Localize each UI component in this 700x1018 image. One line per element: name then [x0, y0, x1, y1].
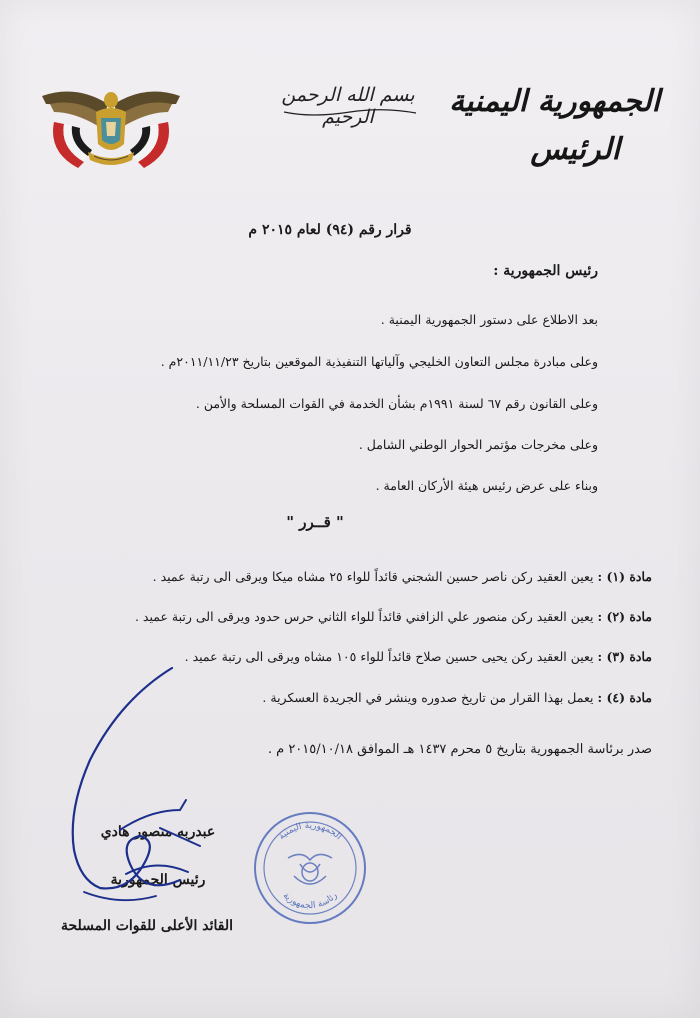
article	[92, 569, 652, 584]
signatory-role: القائد الأعلى للقوات المسلحة	[60, 918, 234, 934]
article-label: مادة (٣) :	[597, 649, 652, 664]
article-text: يعين العقيد ركن ناصر حسين الشجني قائداً للواء ٢٥ مشاه ميكا ويرقى الى رتبة عميد .	[152, 569, 594, 584]
preamble-line: وبناء على عرض رئيس هيئة الأركان العامة .	[375, 478, 598, 493]
article	[92, 649, 652, 664]
article-text: يعين العقيد ركن يحيى حسين صلاح قائداً للواء ١٠٥ مشاه ويرقى الى رتبة عميد .	[184, 649, 594, 664]
issued-line: صدر برئاسة الجمهورية بتاريخ ٥ محرم ١٤٣٧ هـ الموافق ٢٠١٥/١٠/١٨ م .	[267, 742, 652, 757]
yemen-emblem-icon	[38, 82, 184, 174]
preamble-line: وعلى مخرجات مؤتمر الحوار الوطني الشامل .	[358, 437, 598, 452]
preamble-line: وعلى مبادرة مجلس التعاون الخليجي وآلياتها التنفيذية الموقعين بتاريخ ٢٠١١/١١/٢٣م .	[160, 354, 598, 369]
svg-text:الجمهورية اليمنية	[277, 821, 343, 842]
article-label: مادة (٢) :	[597, 609, 652, 624]
seal-text-top: الجمهورية اليمنية	[276, 820, 344, 843]
article-label: مادة (١) :	[597, 569, 652, 584]
basmala: بسم الله الرحمن الرحيم	[281, 84, 415, 128]
addressee: رئيس الجمهورية :	[493, 263, 598, 279]
preamble-line: بعد الاطلاع على دستور الجمهورية اليمنية .	[380, 312, 598, 327]
preamble-line: وعلى القانون رقم ٦٧ لسنة ١٩٩١م بشأن الخدمة في القوات المسلحة والأمن .	[195, 396, 598, 411]
decree-title: قرار رقم (٩٤) لعام ٢٠١٥ م	[248, 222, 412, 238]
decision-heading: " قــرر "	[286, 513, 344, 531]
svg-text:رئاسة الجمهورية	[281, 891, 340, 911]
seal-eagle-icon	[288, 854, 332, 884]
signatory-name: عبدربه منصور هادي	[100, 824, 216, 840]
basmala-flourish-icon	[282, 104, 418, 118]
article-text: يعمل بهذا القرار من تاريخ صدوره وينشر في الجريدة العسكرية .	[262, 690, 594, 705]
article	[92, 690, 652, 705]
org-title: الجمهورية اليمنية	[449, 84, 660, 119]
signatory-title: رئيس الجمهورية	[110, 872, 206, 888]
article	[92, 609, 652, 624]
seal-text-bottom: رئاسة الجمهورية	[280, 890, 340, 912]
org-subtitle: الرئيس	[530, 132, 620, 167]
article-text: يعين العقيد ركن منصور علي الزافني قائداً للواء الثاني حرس حدود ويرقى الى رتبة عميد .	[134, 609, 594, 624]
official-seal	[252, 810, 368, 926]
article-label: مادة (٤) :	[597, 690, 652, 705]
